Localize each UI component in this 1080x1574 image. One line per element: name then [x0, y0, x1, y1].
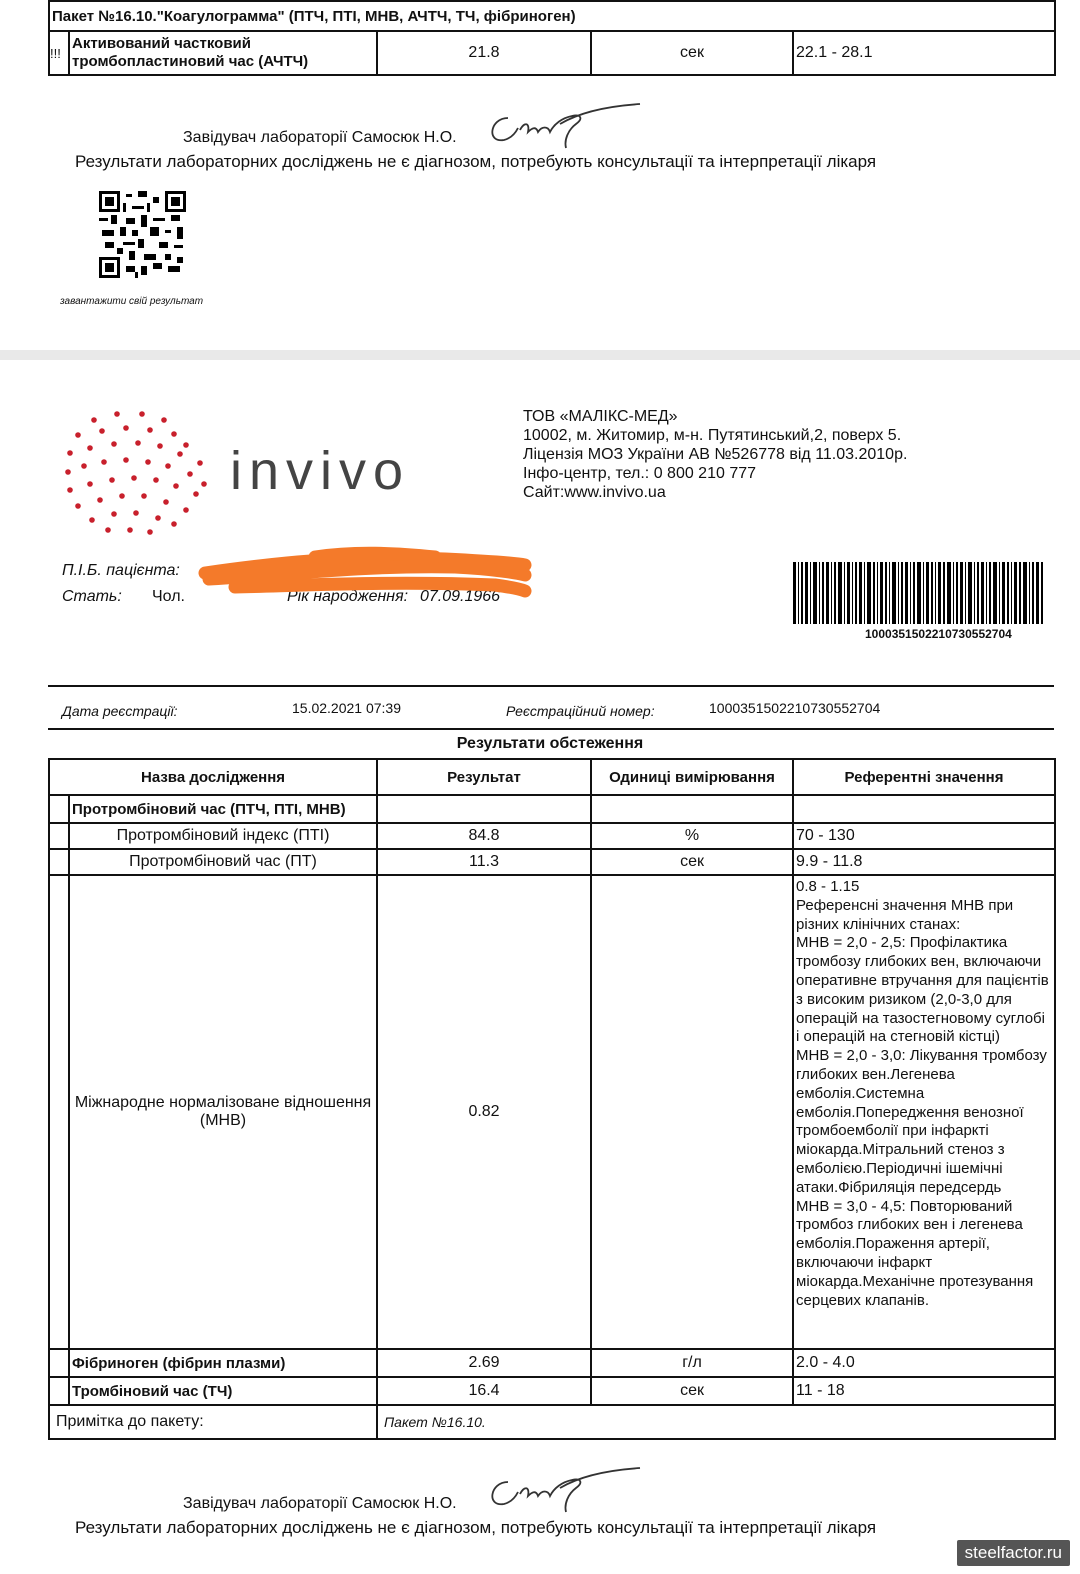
patient-sex-label: Стать:: [62, 588, 122, 605]
top-results-table: [48, 0, 1056, 76]
barcode-number: 1000351502210730552704: [865, 627, 1012, 641]
results-title: Результати обстеження: [456, 735, 644, 752]
row-result: 84.8: [377, 823, 591, 849]
fibrinogen-unit: г/л: [591, 1349, 793, 1377]
thrombin-ref: 11 - 18: [793, 1377, 1055, 1405]
empty-cell: [377, 795, 591, 823]
row-unit: %: [591, 823, 793, 849]
table-row: [49, 1377, 1055, 1405]
row-name: Протромбіновий час (ПТ): [69, 849, 377, 875]
reg-date-label: Дата реєстрації:: [62, 703, 178, 719]
header-units: Одиниці вимірювання: [591, 759, 793, 795]
qr-caption: завантажити свій результат: [60, 296, 204, 307]
row-ref: 70 - 130: [793, 823, 1055, 849]
header-name: Назва дослідження: [49, 759, 377, 795]
table-row: [49, 823, 1055, 849]
company-phone: Інфо-центр, тел.: 0 800 210 777: [523, 465, 757, 482]
birth-label: Рік народження:: [287, 588, 409, 605]
signer-name: Завідувач лабораторії Самосюк Н.О.: [183, 129, 457, 146]
company-license: Ліцензія МОЗ України АВ №526778 від 11.03.2010р.: [523, 446, 908, 463]
flag-cell: [49, 1349, 69, 1377]
inr-unit: [591, 875, 793, 1349]
test-result: 21.8: [377, 31, 591, 75]
company-info: [523, 407, 907, 502]
table-row: [49, 849, 1055, 875]
header-result: Результат: [377, 759, 591, 795]
note-label-text: Примітка до пакету:: [56, 1413, 204, 1430]
barcode: [793, 562, 1043, 626]
row-ref: 9.9 - 11.8: [793, 849, 1055, 875]
reg-date-value: 15.02.2021 07:39: [292, 700, 401, 716]
fibrinogen-result: 2.69: [377, 1349, 591, 1377]
signature-image: [480, 88, 650, 158]
flag-cell: [49, 795, 69, 823]
company-site: Сайт:www.invivo.ua: [523, 484, 666, 501]
flag-cell: [49, 849, 69, 875]
row-result: 11.3: [377, 849, 591, 875]
page-separator: [0, 350, 1080, 360]
qr-code[interactable]: [99, 191, 186, 278]
package-title: Пакет №16.10."Коагулограмма" (ПТЧ, ПТІ, МНВ, АЧТЧ, ТЧ, фібриноген): [49, 1, 1055, 31]
thrombin-unit: сек: [591, 1377, 793, 1405]
row-name: Протромбіновий індекс (ПТІ): [69, 823, 377, 849]
footer-signature-image: [480, 1452, 650, 1522]
flag-cell: [49, 1377, 69, 1405]
reg-number-label: Реєстраційний номер:: [506, 703, 655, 719]
redaction-scribble: [195, 545, 535, 605]
group-name: Протромбіновий час (ПТЧ, ПТІ, МНВ): [69, 795, 377, 823]
birth-value: 07.09.1966: [420, 588, 501, 605]
table-row: [49, 875, 1055, 1349]
abnormal-flag: !!!: [49, 31, 69, 75]
fibrinogen-ref: 2.0 - 4.0: [793, 1349, 1055, 1377]
patient-name-label: П.І.Б. пацієнта:: [62, 562, 180, 579]
results-table: [48, 758, 1056, 1440]
inr-reference: 0.8 - 1.15 Референсні значення МНВ при різних клінічних станах: МНВ = 2,0 - 2,5: Профілактика тромбозу глибоких вен, включаючи оперативне втручання для пацієнтів з високим ризиком (2,0-3,0 для операцій на тазостегновому суглобі і операцій на стегновій кістці) МНВ = 2,0 - 3,0: Лікування тромбозу глибоких вен.Легенева емболія.Системна емболія.Попередження венозної тромбоемболії при інфаркті міокарда.Мітральний стеноз з емболією.Періодичні ішемічні атаки.Фібриляція передсердь МНВ = 3,0 - 4,5: Повторюваний тромбоз глибоких вен і легенева емболія.Пораження артерії, включаючи інфаркт міокарда.Механічне протезування серцевих клапанів.: [793, 875, 1055, 1349]
invivo-logo-icon: [62, 408, 212, 538]
company-name: ТОВ «МАЛІКС-МЕД»: [523, 408, 678, 425]
header-reference: Референтні значення: [793, 759, 1055, 795]
fibrinogen-name: Фібриноген (фібрин плазми): [69, 1349, 377, 1377]
inr-result: 0.82: [377, 875, 591, 1349]
note-label: [49, 1405, 377, 1439]
inr-name: Міжнародне нормалізоване відношення (МНВ): [69, 875, 377, 1349]
row-unit: сек: [591, 849, 793, 875]
note-value: Пакет №16.10.: [377, 1405, 1055, 1439]
test-name: Активований частковий тромбопластиновий час (АЧТЧ): [69, 31, 377, 75]
divider-top: [48, 685, 1054, 687]
thrombin-result: 16.4: [377, 1377, 591, 1405]
footer-disclaimer: Результати лабораторних досліджень не є діагнозом, потребують консультації та інтерпретації лікаря: [75, 1518, 877, 1537]
reg-number-value: 1000351502210730552704: [709, 700, 881, 716]
watermark: steelfactor.ru: [957, 1540, 1070, 1566]
footer-signer-name: Завідувач лабораторії Самосюк Н.О.: [183, 1495, 457, 1512]
divider-bottom: [48, 728, 1054, 730]
flag-cell: [49, 875, 69, 1349]
empty-cell: [591, 795, 793, 823]
patient-sex-value: Чол.: [152, 588, 185, 605]
thrombin-name: Тромбіновий час (ТЧ): [69, 1377, 377, 1405]
flag-cell: [49, 823, 69, 849]
empty-cell: [793, 795, 1055, 823]
table-row: [49, 1349, 1055, 1377]
disclaimer: Результати лабораторних досліджень не є діагнозом, потребують консультації та інтерпретації лікаря: [75, 152, 877, 171]
test-unit: сек: [591, 31, 793, 75]
logo-wordmark: invivo: [230, 441, 411, 501]
company-address: 10002, м. Житомир, м-н. Путятинський,2, поверх 5.: [523, 427, 902, 444]
test-reference: 22.1 - 28.1: [793, 31, 1055, 75]
